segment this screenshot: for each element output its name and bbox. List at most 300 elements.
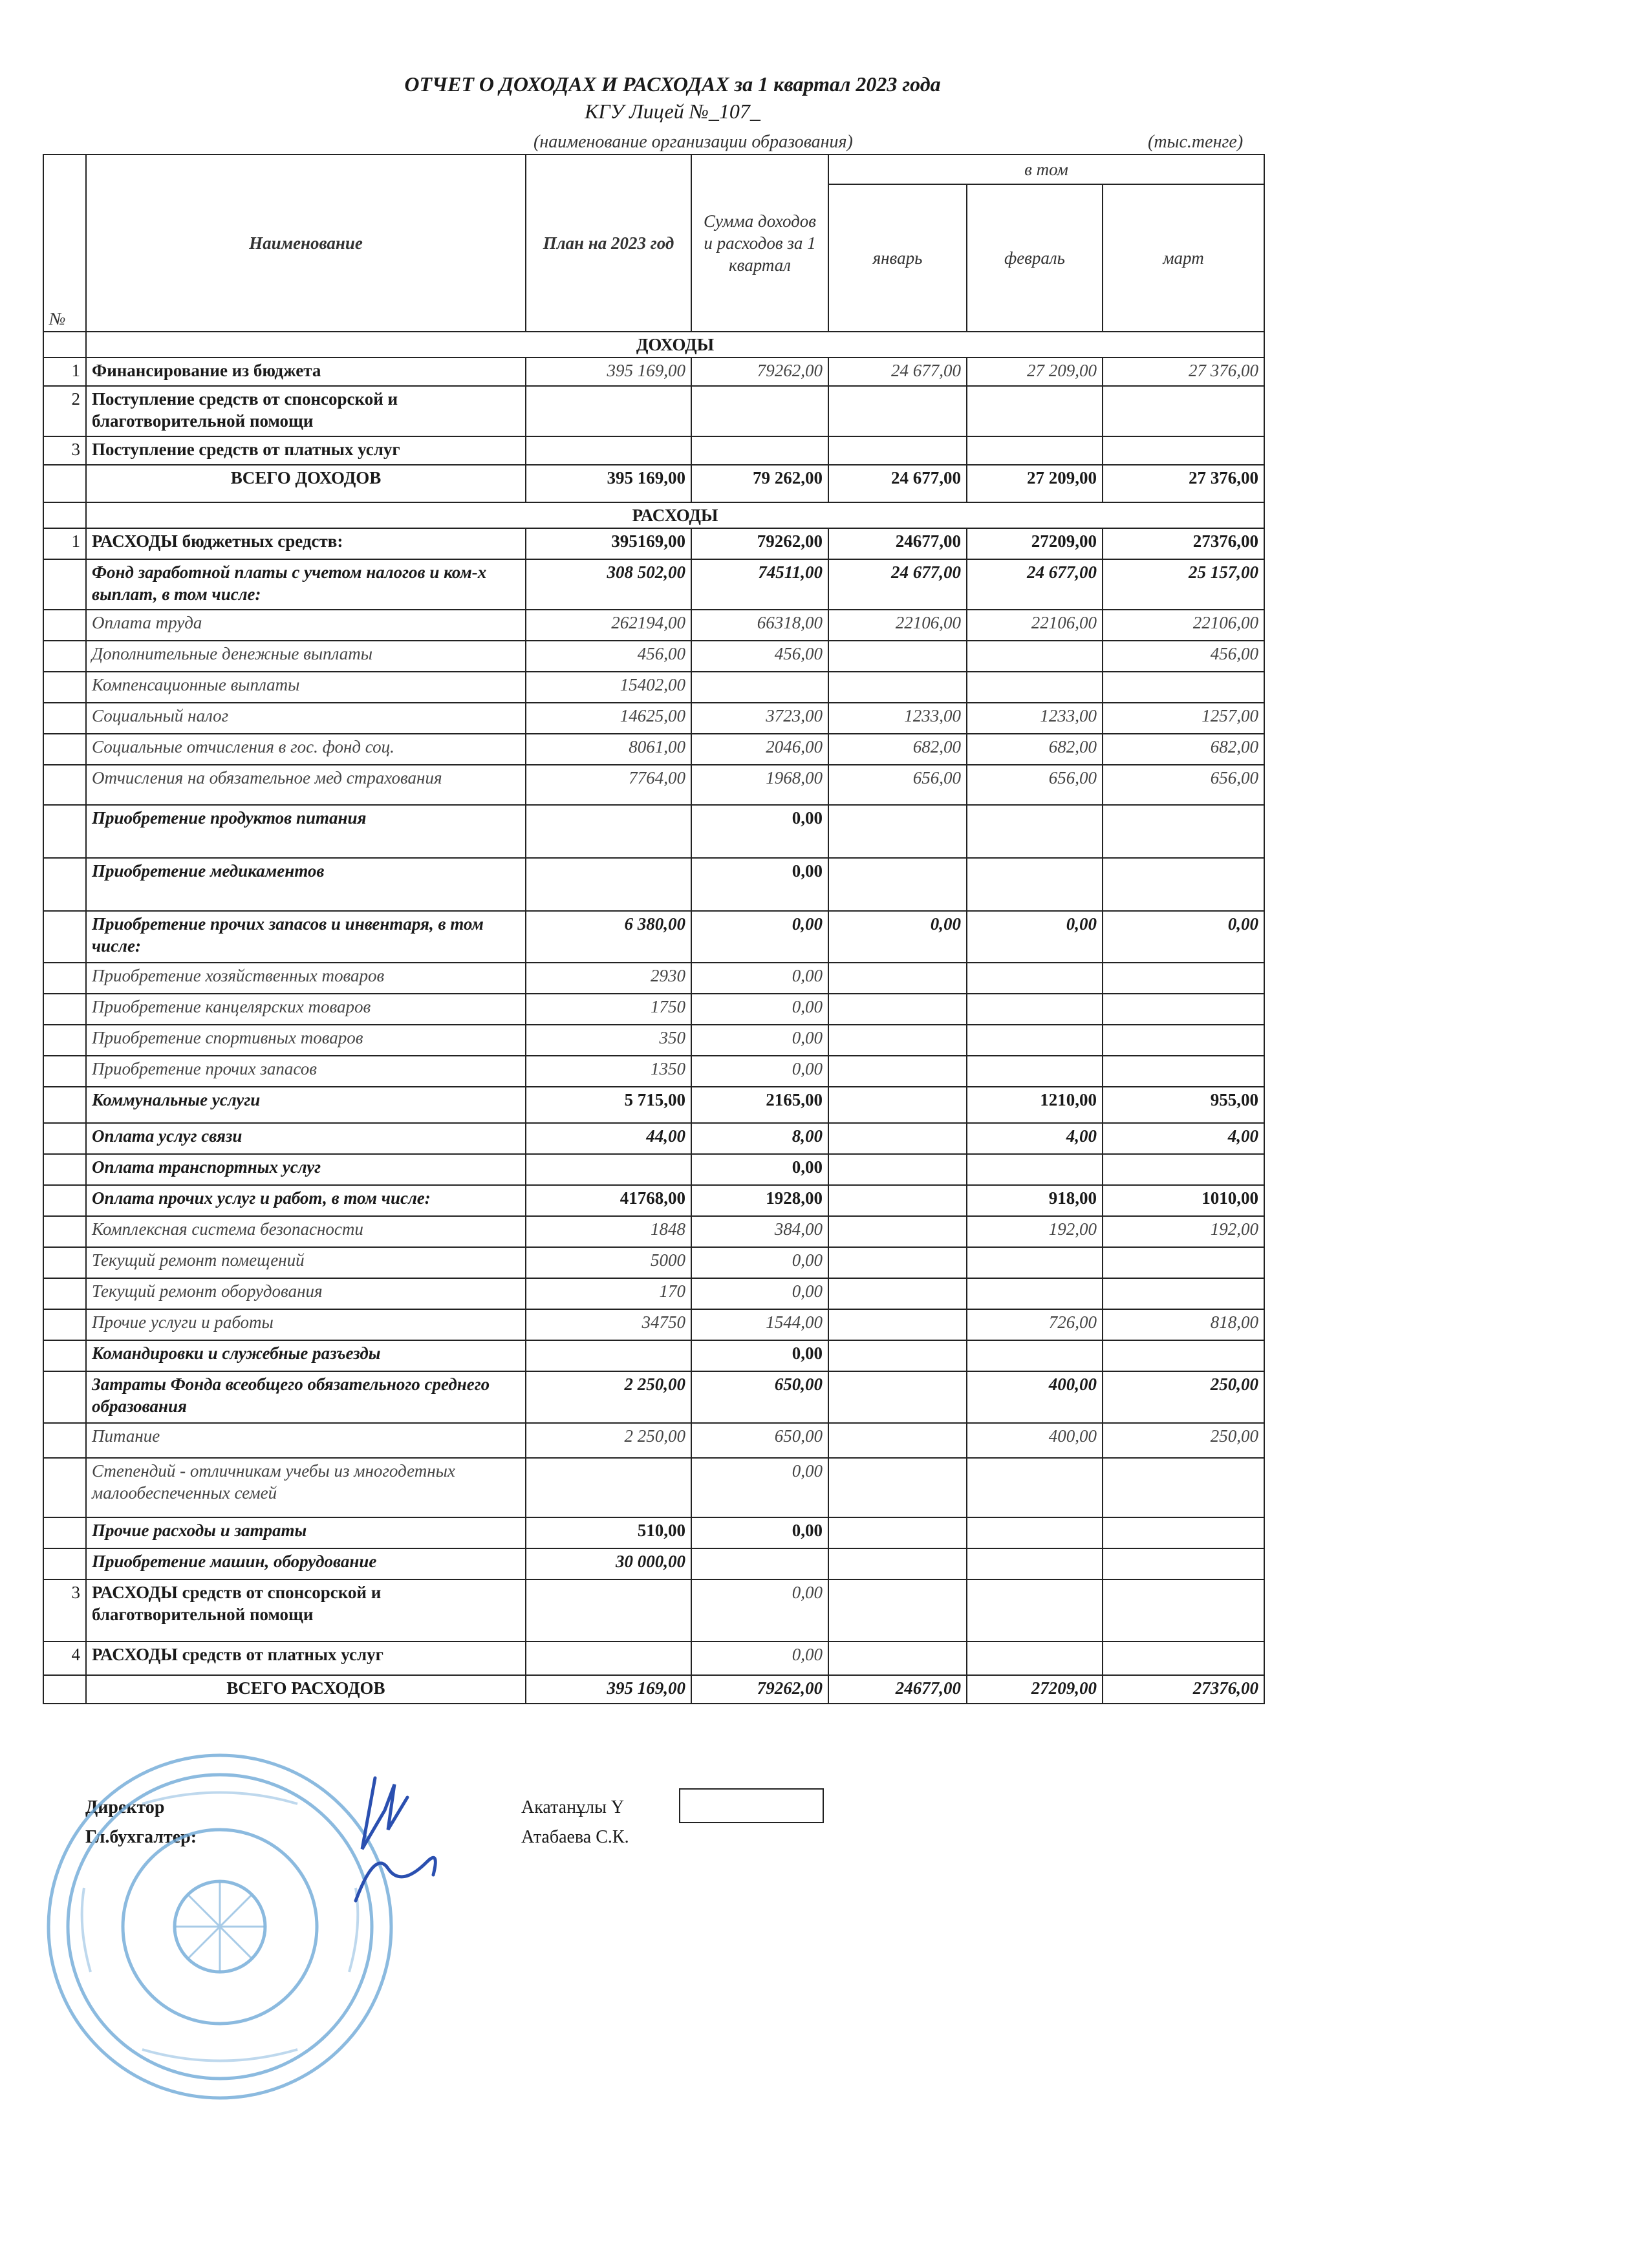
section-expenses: РАСХОДЫ: [86, 502, 1264, 528]
cell-sum: 0,00: [691, 1340, 828, 1371]
row-name: Комплексная система безопасности: [86, 1216, 526, 1247]
cell-feb: 4,00: [967, 1123, 1103, 1154]
cell-plan: 2 250,00: [526, 1371, 691, 1423]
cell-sum: 1968,00: [691, 765, 828, 805]
cell-plan: 1750: [526, 994, 691, 1025]
expense-row: [43, 1579, 1264, 1642]
cell-plan: 30 000,00: [526, 1548, 691, 1579]
cell-jan: [828, 1579, 967, 1642]
expense-row: [43, 994, 1264, 1025]
cell-mar: [1103, 805, 1264, 858]
cell-sum: 0,00: [691, 1154, 828, 1185]
expense-row: [43, 1025, 1264, 1056]
expenses-section-row: [43, 502, 1264, 528]
cell-mar: 1010,00: [1103, 1185, 1264, 1216]
cell-jan: 1233,00: [828, 703, 967, 734]
cell-feb: 192,00: [967, 1216, 1103, 1247]
cell-plan: 44,00: [526, 1123, 691, 1154]
cell-feb: [967, 1517, 1103, 1548]
director-signature: [349, 1771, 453, 1914]
cell-sum: 0,00: [691, 1579, 828, 1642]
header-january: январь: [828, 184, 967, 332]
cell-jan: [828, 1247, 967, 1278]
row-number: [43, 610, 86, 641]
row-number: [43, 994, 86, 1025]
expense-row: [43, 703, 1264, 734]
row-number: [43, 805, 86, 858]
expense-row: [43, 1309, 1264, 1340]
expense-row: [43, 1371, 1264, 1423]
cell-sum: [691, 436, 828, 465]
cell-sum: 66318,00: [691, 610, 828, 641]
accountant-label: Гл.бухгалтер:: [85, 1827, 197, 1847]
signature-box: [679, 1788, 824, 1823]
cell-plan: [526, 858, 691, 911]
row-number: [43, 641, 86, 672]
cell-feb: [967, 1056, 1103, 1087]
cell-plan: 6 380,00: [526, 911, 691, 963]
row-name: Командировки и служебные разъезды: [86, 1340, 526, 1371]
expense-row: [43, 1216, 1264, 1247]
cell-sum: 0,00: [691, 1025, 828, 1056]
cell-sum: 8,00: [691, 1123, 828, 1154]
cell-jan: [828, 1517, 967, 1548]
expense-row: [43, 1123, 1264, 1154]
cell-plan: [526, 805, 691, 858]
cell-jan: [828, 436, 967, 465]
cell-mar: [1103, 994, 1264, 1025]
cell-sum: 384,00: [691, 1216, 828, 1247]
cell-plan: 395 169,00: [526, 358, 691, 386]
row-name: Оплата прочих услуг и работ, в том числе:: [86, 1185, 526, 1216]
row-number: [43, 1087, 86, 1123]
row-number: 2: [43, 386, 86, 436]
cell-mar: [1103, 1458, 1264, 1517]
expense-row: [43, 1154, 1264, 1185]
cell-plan: 262194,00: [526, 610, 691, 641]
expense-row: [43, 528, 1264, 559]
cell-sum: 3723,00: [691, 703, 828, 734]
cell-jan: 24 677,00: [828, 559, 967, 610]
cell-feb: [967, 436, 1103, 465]
cell-plan: 5 715,00: [526, 1087, 691, 1123]
organization-name: КГУ Лицей №_107_: [585, 100, 760, 123]
row-name: Приобретение прочих запасов: [86, 1056, 526, 1087]
cell-sum: 0,00: [691, 1056, 828, 1087]
row-number: [43, 559, 86, 610]
expense-total-row: [43, 1675, 1264, 1704]
cell-sum: 74511,00: [691, 559, 828, 610]
income-total-row: [43, 465, 1264, 502]
cell-plan: 1848: [526, 1216, 691, 1247]
row-name: РАСХОДЫ средств от платных услуг: [86, 1642, 526, 1675]
cell-mar: [1103, 436, 1264, 465]
cell-mar: 955,00: [1103, 1087, 1264, 1123]
row-number: 3: [43, 436, 86, 465]
cell-feb: [967, 858, 1103, 911]
cell-plan: 308 502,00: [526, 559, 691, 610]
cell-mar: [1103, 1154, 1264, 1185]
cell-mar: [1103, 963, 1264, 994]
header-number: №: [43, 155, 86, 332]
row-name: Оплата услуг связи: [86, 1123, 526, 1154]
row-name: Оплата труда: [86, 610, 526, 641]
cell-jan: 22106,00: [828, 610, 967, 641]
cell-plan: [526, 1642, 691, 1675]
cell-feb: [967, 641, 1103, 672]
expense-row: [43, 858, 1264, 911]
row-number: [43, 1675, 86, 1704]
row-number: [43, 1278, 86, 1309]
cell-plan: 2930: [526, 963, 691, 994]
cell-jan: 24 677,00: [828, 358, 967, 386]
cell-feb: [967, 1458, 1103, 1517]
row-number: [43, 1056, 86, 1087]
row-name: Приобретение прочих запасов и инвентаря, в том числе:: [86, 911, 526, 963]
cell-jan: [828, 1371, 967, 1423]
row-number: [43, 502, 86, 528]
row-number: [43, 1340, 86, 1371]
expense-row: [43, 1517, 1264, 1548]
cell-mar: 27376,00: [1103, 528, 1264, 559]
cell-sum: [691, 1548, 828, 1579]
cell-jan: [828, 641, 967, 672]
cell-mar: 25 157,00: [1103, 559, 1264, 610]
report-title: ОТЧЕТ О ДОХОДАХ И РАСХОДАХ за 1 квартал 2023 года: [404, 72, 941, 96]
cell-plan: [526, 1458, 691, 1517]
total-feb: 27 209,00: [967, 465, 1103, 502]
row-name: Приобретение машин, оборудование: [86, 1548, 526, 1579]
cell-feb: [967, 386, 1103, 436]
expense-row: [43, 610, 1264, 641]
cell-mar: 4,00: [1103, 1123, 1264, 1154]
cell-plan: [526, 386, 691, 436]
cell-feb: [967, 994, 1103, 1025]
row-name: Поступление средств от спонсорской и благотворительной помощи: [86, 386, 526, 436]
cell-mar: 250,00: [1103, 1371, 1264, 1423]
cell-plan: 5000: [526, 1247, 691, 1278]
row-name: Фонд заработной платы с учетом налогов и ком-х выплат, в том числе:: [86, 559, 526, 610]
cell-mar: 1257,00: [1103, 703, 1264, 734]
cell-jan: [828, 1056, 967, 1087]
director-label: Директор: [85, 1797, 165, 1817]
cell-plan: 15402,00: [526, 672, 691, 703]
row-number: 3: [43, 1579, 86, 1642]
income-row: [43, 358, 1264, 386]
expense-row: [43, 911, 1264, 963]
row-number: [43, 1025, 86, 1056]
row-name: Отчисления на обязательное мед страхования: [86, 765, 526, 805]
row-number: [43, 1154, 86, 1185]
cell-plan: 510,00: [526, 1517, 691, 1548]
row-name: Приобретение канцелярских товаров: [86, 994, 526, 1025]
cell-sum: 650,00: [691, 1423, 828, 1458]
cell-sum: 0,00: [691, 1458, 828, 1517]
header-plan: План на 2023 год: [526, 155, 691, 332]
row-number: [43, 858, 86, 911]
row-number: [43, 1458, 86, 1517]
row-name: Приобретение хозяйственных товаров: [86, 963, 526, 994]
director-name: Акатанұлы Ү: [521, 1797, 625, 1817]
row-number: [43, 1517, 86, 1548]
cell-jan: [828, 1423, 967, 1458]
cell-mar: 27 376,00: [1103, 358, 1264, 386]
expense-total-label: ВСЕГО РАСХОДОВ: [86, 1675, 526, 1704]
cell-jan: [828, 1642, 967, 1675]
cell-mar: [1103, 1517, 1264, 1548]
cell-plan: 395169,00: [526, 528, 691, 559]
row-name: РАСХОДЫ средств от спонсорской и благотворительной помощи: [86, 1579, 526, 1642]
cell-sum: 0,00: [691, 1247, 828, 1278]
row-number: 1: [43, 528, 86, 559]
cell-plan: 350: [526, 1025, 691, 1056]
cell-feb: [967, 963, 1103, 994]
cell-sum: 0,00: [691, 858, 828, 911]
row-name: Дополнительные денежные выплаты: [86, 641, 526, 672]
row-name: Социальный налог: [86, 703, 526, 734]
income-row: [43, 386, 1264, 436]
cell-sum: 0,00: [691, 963, 828, 994]
expense-row: [43, 1458, 1264, 1517]
cell-sum: 0,00: [691, 1642, 828, 1675]
cell-feb: [967, 1278, 1103, 1309]
cell-mar: 250,00: [1103, 1423, 1264, 1458]
accountant-name: Атабаева С.К.: [521, 1827, 629, 1847]
cell-mar: 456,00: [1103, 641, 1264, 672]
cell-feb: 24 677,00: [967, 559, 1103, 610]
row-name: Текущий ремонт оборудования: [86, 1278, 526, 1309]
cell-sum: 79262,00: [691, 528, 828, 559]
total-sum: 79262,00: [691, 1675, 828, 1704]
organization-caption: (наименование организации образования): [534, 132, 853, 152]
total-feb: 27209,00: [967, 1675, 1103, 1704]
expense-row: [43, 1087, 1264, 1123]
row-name: Приобретение продуктов питания: [86, 805, 526, 858]
cell-mar: [1103, 1579, 1264, 1642]
header-group: в том: [828, 155, 1264, 184]
cell-plan: 2 250,00: [526, 1423, 691, 1458]
cell-jan: 24677,00: [828, 528, 967, 559]
cell-feb: 0,00: [967, 911, 1103, 963]
cell-jan: [828, 1123, 967, 1154]
row-name: Приобретение медикаментов: [86, 858, 526, 911]
organization-stamp: [39, 1746, 401, 2108]
cell-mar: 656,00: [1103, 765, 1264, 805]
header-march: март: [1103, 184, 1264, 332]
cell-feb: 22106,00: [967, 610, 1103, 641]
expense-row: [43, 1056, 1264, 1087]
expense-row: [43, 963, 1264, 994]
row-name: Коммунальные услуги: [86, 1087, 526, 1123]
cell-plan: 41768,00: [526, 1185, 691, 1216]
cell-jan: [828, 1309, 967, 1340]
row-number: [43, 1216, 86, 1247]
row-name: Затраты Фонда всеобщего обязательного среднего образования: [86, 1371, 526, 1423]
cell-jan: [828, 1548, 967, 1579]
row-name: Поступление средств от платных услуг: [86, 436, 526, 465]
expense-row: [43, 1185, 1264, 1216]
expense-row: [43, 672, 1264, 703]
cell-plan: [526, 1154, 691, 1185]
expense-row: [43, 1247, 1264, 1278]
cell-sum: 0,00: [691, 994, 828, 1025]
cell-feb: [967, 805, 1103, 858]
row-number: [43, 911, 86, 963]
cell-sum: 650,00: [691, 1371, 828, 1423]
row-number: [43, 765, 86, 805]
cell-mar: [1103, 672, 1264, 703]
cell-feb: [967, 1642, 1103, 1675]
row-number: [43, 1309, 86, 1340]
cell-plan: 170: [526, 1278, 691, 1309]
expense-row: [43, 1423, 1264, 1458]
cell-feb: 27209,00: [967, 528, 1103, 559]
cell-feb: [967, 1154, 1103, 1185]
expense-row: [43, 805, 1264, 858]
total-mar: 27376,00: [1103, 1675, 1264, 1704]
row-number: [43, 1123, 86, 1154]
report-table: [43, 154, 1265, 1704]
cell-feb: [967, 1025, 1103, 1056]
cell-mar: 22106,00: [1103, 610, 1264, 641]
row-number: [43, 1548, 86, 1579]
row-name: Прочие услуги и работы: [86, 1309, 526, 1340]
units-label: (тыс.тенге): [1148, 132, 1244, 152]
expense-row: [43, 1278, 1264, 1309]
cell-plan: 34750: [526, 1309, 691, 1340]
row-number: [43, 465, 86, 502]
row-number: [43, 963, 86, 994]
cell-mar: [1103, 1056, 1264, 1087]
row-number: 4: [43, 1642, 86, 1675]
expense-row: [43, 1642, 1264, 1675]
row-number: [43, 672, 86, 703]
cell-jan: [828, 1216, 967, 1247]
cell-mar: 192,00: [1103, 1216, 1264, 1247]
cell-jan: [828, 1340, 967, 1371]
expense-row: [43, 559, 1264, 610]
cell-plan: 1350: [526, 1056, 691, 1087]
cell-feb: [967, 672, 1103, 703]
expense-row: [43, 1548, 1264, 1579]
row-number: 1: [43, 358, 86, 386]
header-february: февраль: [967, 184, 1103, 332]
cell-feb: [967, 1340, 1103, 1371]
row-name: Приобретение спортивных товаров: [86, 1025, 526, 1056]
row-name: Финансирование из бюджета: [86, 358, 526, 386]
cell-jan: [828, 386, 967, 436]
cell-feb: 918,00: [967, 1185, 1103, 1216]
row-name: Компенсационные выплаты: [86, 672, 526, 703]
header-name: Наименование: [86, 155, 526, 332]
income-row: [43, 436, 1264, 465]
total-jan: 24677,00: [828, 1675, 967, 1704]
cell-mar: [1103, 1548, 1264, 1579]
row-number: [43, 734, 86, 765]
cell-plan: 456,00: [526, 641, 691, 672]
section-income: ДОХОДЫ: [86, 332, 1264, 358]
total-jan: 24 677,00: [828, 465, 967, 502]
cell-sum: 0,00: [691, 1517, 828, 1548]
cell-plan: [526, 1579, 691, 1642]
cell-plan: [526, 1340, 691, 1371]
cell-mar: [1103, 1642, 1264, 1675]
expense-row: [43, 734, 1264, 765]
cell-feb: 400,00: [967, 1371, 1103, 1423]
cell-jan: [828, 805, 967, 858]
income-total-label: ВСЕГО ДОХОДОВ: [86, 465, 526, 502]
cell-plan: [526, 436, 691, 465]
cell-feb: [967, 1548, 1103, 1579]
cell-sum: 79262,00: [691, 358, 828, 386]
cell-jan: [828, 672, 967, 703]
expense-row: [43, 765, 1264, 805]
cell-sum: 456,00: [691, 641, 828, 672]
cell-plan: 8061,00: [526, 734, 691, 765]
cell-jan: [828, 858, 967, 911]
cell-mar: 682,00: [1103, 734, 1264, 765]
cell-mar: [1103, 1340, 1264, 1371]
cell-feb: 27 209,00: [967, 358, 1103, 386]
total-sum: 79 262,00: [691, 465, 828, 502]
cell-jan: 656,00: [828, 765, 967, 805]
row-number: [43, 703, 86, 734]
total-plan: 395 169,00: [526, 465, 691, 502]
cell-plan: 14625,00: [526, 703, 691, 734]
cell-mar: [1103, 386, 1264, 436]
expense-row: [43, 1340, 1264, 1371]
cell-sum: 2046,00: [691, 734, 828, 765]
cell-sum: 0,00: [691, 1278, 828, 1309]
cell-sum: [691, 672, 828, 703]
cell-mar: [1103, 1278, 1264, 1309]
cell-jan: [828, 1025, 967, 1056]
row-name: Социальные отчисления в гос. фонд соц.: [86, 734, 526, 765]
cell-sum: 0,00: [691, 911, 828, 963]
cell-sum: 0,00: [691, 805, 828, 858]
row-name: Степендий - отличникам учебы из многодетных малообеспеченных семей: [86, 1458, 526, 1517]
cell-feb: 400,00: [967, 1423, 1103, 1458]
cell-mar: [1103, 858, 1264, 911]
cell-jan: [828, 1154, 967, 1185]
cell-jan: [828, 1087, 967, 1123]
row-name: Питание: [86, 1423, 526, 1458]
row-name: РАСХОДЫ бюджетных средств:: [86, 528, 526, 559]
cell-feb: 726,00: [967, 1309, 1103, 1340]
cell-sum: 2165,00: [691, 1087, 828, 1123]
cell-feb: 682,00: [967, 734, 1103, 765]
cell-jan: [828, 994, 967, 1025]
cell-mar: 818,00: [1103, 1309, 1264, 1340]
cell-jan: [828, 1185, 967, 1216]
cell-sum: 1544,00: [691, 1309, 828, 1340]
cell-feb: 1233,00: [967, 703, 1103, 734]
cell-feb: [967, 1579, 1103, 1642]
cell-plan: 7764,00: [526, 765, 691, 805]
total-mar: 27 376,00: [1103, 465, 1264, 502]
cell-feb: 1210,00: [967, 1087, 1103, 1123]
cell-jan: 0,00: [828, 911, 967, 963]
row-number: [43, 1185, 86, 1216]
cell-mar: [1103, 1247, 1264, 1278]
row-name: Прочие расходы и затраты: [86, 1517, 526, 1548]
row-name: Текущий ремонт помещений: [86, 1247, 526, 1278]
cell-sum: 1928,00: [691, 1185, 828, 1216]
cell-feb: 656,00: [967, 765, 1103, 805]
cell-mar: [1103, 1025, 1264, 1056]
cell-feb: [967, 1247, 1103, 1278]
row-name: Оплата транспортных услуг: [86, 1154, 526, 1185]
